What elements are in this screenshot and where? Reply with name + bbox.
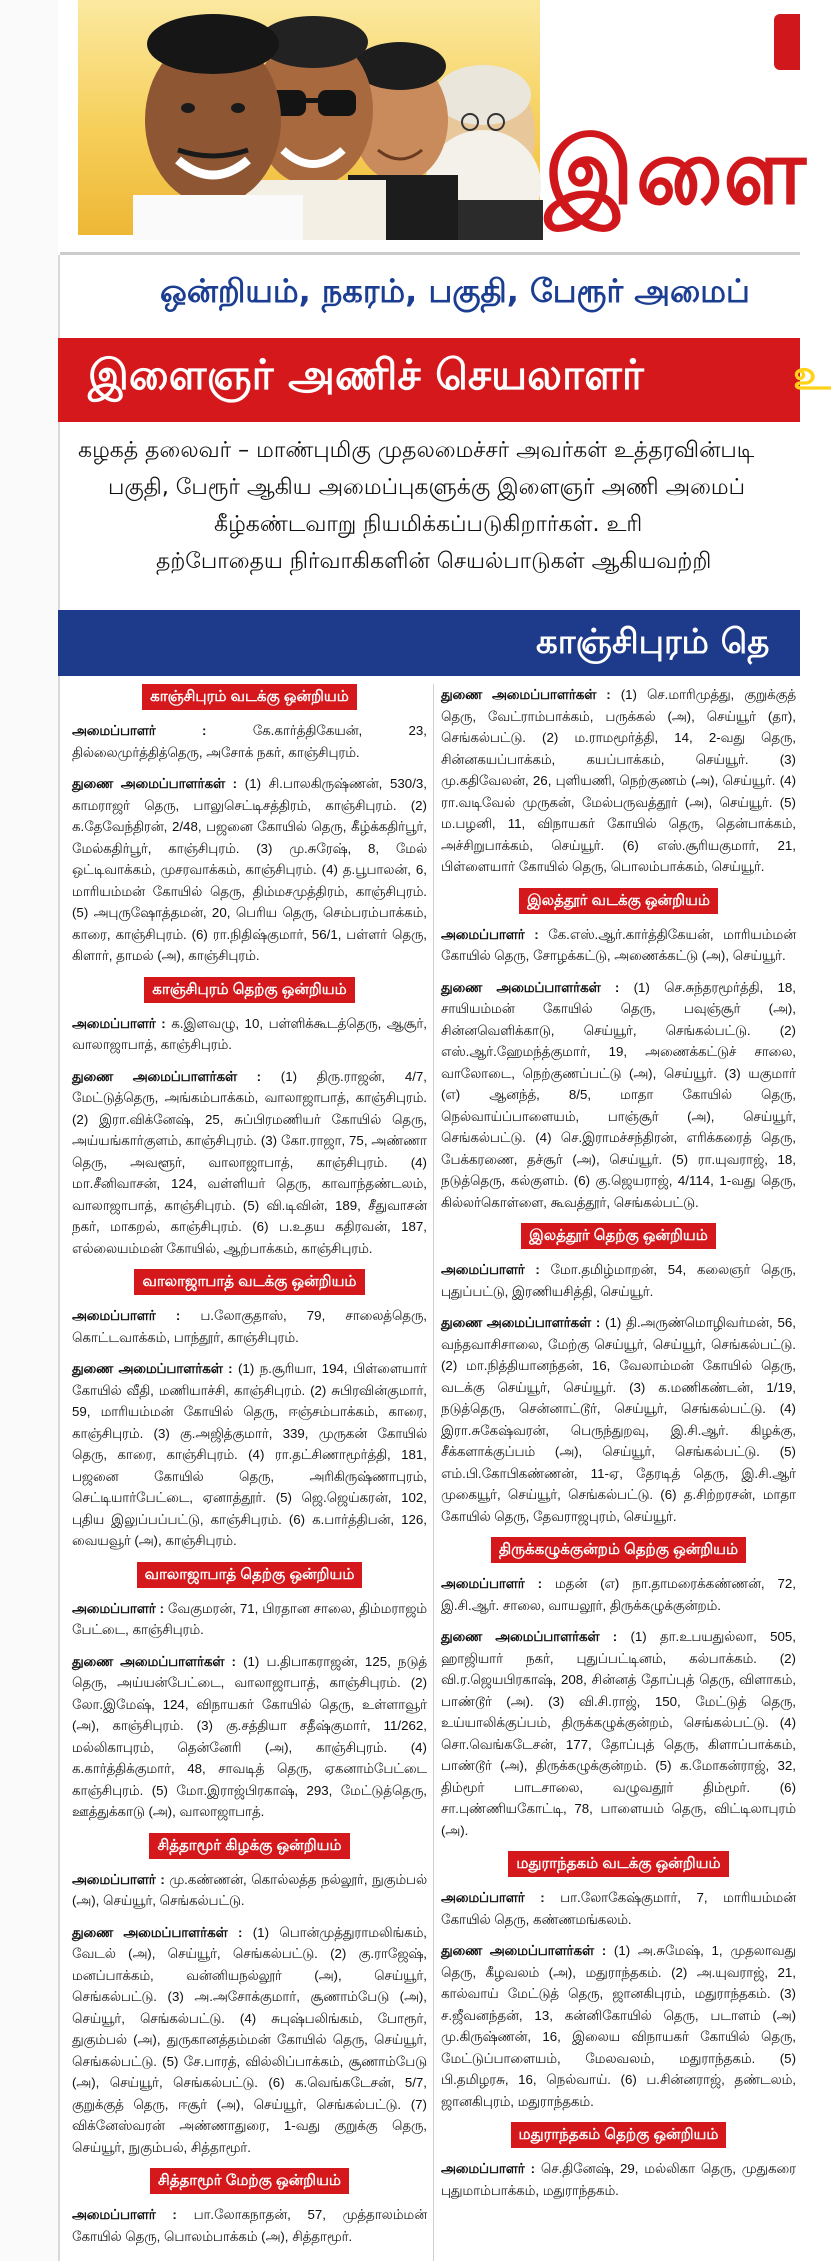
appointee-entry <box>441 1626 796 1841</box>
union-section <box>72 1833 427 2159</box>
district-title: காஞ்சிபுரம் தெ <box>536 622 770 662</box>
union-section <box>441 1851 796 2112</box>
appointee-details: (1) ந.சூரியா, 194, பிள்ளையார் கோயில் வீதி, மணியாச்சி, காஞ்சிபுரம். (2) சுபிரவின்குமார், 59, மாரியம்மன் கோயில் தெரு, ஈஞ்சம்பாக்கம், காரை, காஞ்சிபுரம். (3) கு.அஜித்குமார், 339, முருகன் கோயில் தெரு, காரை, காஞ்சிபுரம். (4) ரா.தட்சிணாமூர்த்தி, 181, பஜனை கோயில் தெரு, அரிகிருஷ்ணாபுரம், செட்டியார்பேட்டை, ஏனாத்தூர். (5) ஜெ.ஜெய்கரன், 102, புதிய இலுப்பப்பட்டு, காஞ்சிபுரம். (6) க.பார்த்திபன், 126, வையவூர் (அ), காஞ்சிபுரம். <box>72 1361 427 1548</box>
appointee-details: (1) ப.திபாகராஜன், 125, நடுத் தெரு, அய்யன்பேட்டை, வாலாஜாபாத், காஞ்சிபுரம். (2) லோ.இமேஷ், 124, விநாயகர் கோயில் தெரு, உள்ளாவூர் (அ), காஞ்சிபுரம். (3) கு.சத்தியா சதீஷ்குமார், 11/262, மல்லிகாபுரம், தென்னேரி (அ), காஞ்சிபுரம். (4) க.கார்த்திக்குமார், 48, சாவடித் தெரு, ஏகனாம்பேட்டை காஞ்சிபுரம். (5) மோ.இராஜ்பிரகாஷ், 293, மேட்டுத்தெரு, ஊத்துக்காடு (அ), வாலாஜாபாத். <box>72 1653 427 1819</box>
role-label: துணை அமைப்பாளர்கள் : <box>72 1924 243 1940</box>
appointee-entry <box>72 1358 427 1552</box>
union-section <box>72 684 427 967</box>
role-label: துணை அமைப்பாளர்கள் : <box>441 1943 607 1958</box>
appointee-details: க.இளவழு, 10, பள்ளிக்கூடத்தெரு, ஆசூர், வாலாஜாபாத், காஞ்சிபுரம். <box>72 1015 427 1052</box>
appointee-entry <box>441 1887 796 1930</box>
union-heading: திருக்கழுக்குன்றம் தெற்கு ஒன்றியம் <box>491 1537 746 1563</box>
appointee-details: (1) தா.உபயதுல்லா, 505, ஹாஜியார் நகர், புதுப்பட்டினம், கல்பாக்கம். (2) வி.ர.ஜெயபிரகாஷ், 208, சின்னத் தோப்புத் தெரு, விளாகம், பாண்டூர் (அ). (3) வி.சி.ராஜ், 150, மேட்டுத் தெரு, உய்யாலிக்குப்பம், திருக்கழுக்குன்றம், செங்கல்பட்டு. (4) சொ.வெங்கடேசன், 177, தோப்புத் தெரு, கிளாப்பாக்கம், பாண்டூர் (அ), திருக்கழுக்குன்றம். (5) க.மோகன்ராஜ், 32, திம்மூர் பாடசாலை, வழுவதூர் திம்மூர். (6) சா.புண்ணியகோட்டி, 78, பாளையம் தெரு, விட்டிலாபுரம் (அ). <box>441 1629 796 1838</box>
banner-text: இளைஞர் அணிச் செயலாளர் <box>88 350 644 399</box>
left-column <box>72 684 427 2257</box>
appointee-entry <box>72 1869 427 1912</box>
appointee-details: கே.எஸ்.ஆர்.கார்த்திகேயன், மாரியம்மன் கோயில் தெரு, சோழக்கட்டு, அணைக்கட்டு (அ), செய்யூர். <box>441 926 796 963</box>
leaders-photo <box>78 0 540 235</box>
appointee-details: ப.லோகுதாஸ், 79, சாலைத்தெரு, கொட்டவாக்கம், பாந்தூர், காஞ்சிபுரம். <box>72 1308 427 1345</box>
union-heading: காஞ்சிபுரம் வடக்கு ஒன்றியம் <box>142 684 357 710</box>
appointee-details: (1) திரு.ராஜன், 4/7, மேட்டுத்தெரு, அங்கம்பாக்கம், வாலாஜாபாத், காஞ்சிபுரம். (2) இரா.விக்னேஷ், 25, சுப்பிரமணியர் கோயில் தெரு, அய்யங்கார்குளம், காஞ்சிபுரம். (3) கோ.ராஜா, 75, அண்ணா தெரு, அவளூர், வாலாஜாபாத், காஞ்சிபுரம். (4) மா.சீனிவாசன், 124, வள்ளியர் தெரு, காவாந்தண்டலம், வாலாஜாபாத், காஞ்சிபுரம். (5) வி.டிவின், 189, சீதுவாசன் நகர், மாகறல், காஞ்சிபுரம். (6) ப.உதய கதிரவன், 187, எல்லையம்மன் கோயில், ஆற்பாக்கம், காஞ்சிபுரம். <box>72 1068 427 1256</box>
appointee-details: கே.கார்த்திகேயன், 23, தில்லைமுர்த்தித்தெரு, அசோக் நகர், காஞ்சிபுரம். <box>72 723 427 760</box>
role-label: துணை அமைப்பாளர்கள் : <box>441 1315 601 1330</box>
role-label: அமைப்பாளர் : <box>441 926 539 942</box>
appointee-details: (1) தி.அருண்மொழிவர்மன், 56, வந்தவாசிசாலை, மேற்கு செய்யூர், செய்யூர், செங்கல்பட்டு. (2) மா.நித்தியானந்தன், 16, வேலாம்மன் கோயில் தெரு, வடக்கு செய்யூர், செய்யூர். (3) க.மணிகண்டன், 1/19, நடுத்தெரு, சென்னாட்டூர், செய்யூர், செங்கல்பட்டு. (4) இரா.சுகேஷ்வரன், பெருந்துறவு, இ.சி.ஆர். கிழக்கு, சீக்களாக்குப்பம் (அ), செய்யூர், செங்கல்பட்டு. (5) எம்.பி.கோபிகண்ணன், 11-ஏ, தேரடித் தெரு, இ.சி.ஆர் முகையூர், செய்யூர், செங்கல்பட்டு. (6) த.சிற்றரசன், மாதா கோயில் தெரு, தேவராஜபுரம், செய்யூர். <box>441 1315 796 1524</box>
role-label: அமைப்பாளர் : <box>72 1308 181 1323</box>
union-heading: சித்தாமூர் கிழக்கு ஒன்றியம் <box>149 1833 349 1859</box>
role-label: துணை அமைப்பாளர்கள் : <box>72 1068 262 1084</box>
role-label: அமைப்பாளர் : <box>72 1600 165 1616</box>
right-column <box>441 684 796 2211</box>
banner-text-highlight: உ <box>793 350 831 399</box>
role-label: துணை அமைப்பாளர்கள் : <box>72 1361 233 1376</box>
union-heading: இலத்தூர் வடக்கு ஒன்றியம் <box>519 888 718 914</box>
appointee-entry <box>441 2158 796 2201</box>
role-label: அமைப்பாளர் : <box>72 1871 165 1887</box>
appointee-entry <box>72 1651 427 1823</box>
role-label: துணை அமைப்பாளர்கள் : <box>441 687 611 702</box>
union-section <box>441 1223 796 1527</box>
role-label: அமைப்பாளர் : <box>441 1576 543 1591</box>
union-heading: இலத்தூர் தெற்கு ஒன்றியம் <box>521 1223 716 1249</box>
appointee-details: (1) பொன்முத்துராமலிங்கம், வேடல் (அ), செய்யூர், செங்கல்பட்டு. (2) கு.ராஜேஷ், மனப்பாக்கம், வன்னியநல்லூர் (அ), செய்யூர், செங்கல்பட்டு. (3) அ.அசோக்குமார், சூணாம்பேடு (அ), செய்யூர், செங்கல்பட்டு. (4) சுபுஷ்பலிங்கம், போரூர், துகும்பல் (அ), துருகானத்தம்மன் கோயில் தெரு, செய்யூர், செங்கல்பட்டு. (5) சே.பாரத், வில்லிப்பாக்கம், சூணாம்பேடு (அ), செய்யூர், செங்கல்பட்டு. (6) க.வெங்கடேசன், 5/7, குறுக்குத் தெரு, ஈசூர் (அ), செய்யூர், செங்கல்பட்டு. (7) விக்னேஸ்வரன் அண்ணாதுரை, 1-வது குறுக்கு தெரு, செய்யூர், நுகும்பல், சித்தாமூர். <box>72 1924 427 2155</box>
headline-title: இளை <box>544 118 808 225</box>
appointee-entry <box>441 977 796 1214</box>
union-section <box>441 888 796 1214</box>
union-heading: வாலாஜாபாத் தெற்கு ஒன்றியம் <box>137 1562 363 1588</box>
headline-subtitle: ஒன்றியம், நகரம், பகுதி, பேரூர் அமைப் <box>160 272 750 310</box>
appointee-details: மு.கண்ணன், கொல்லத்த நல்லூர், நுகும்பல் (அ), செய்யூர், செங்கல்பட்டு. <box>72 1871 427 1908</box>
role-label: துணை அமைப்பாளர்கள் : <box>72 1653 236 1669</box>
role-label: துணை அமைப்பாளர்கள் : <box>441 1629 618 1644</box>
intro-line: தற்போதைய நிர்வாகிகளின் செயல்பாடுகள் ஆகியவற்றி <box>156 549 712 574</box>
headline-fragment-top <box>774 14 800 70</box>
appointee-entry <box>441 1259 796 1302</box>
intro-line: கழகத் தலைவர் – மாண்புமிகு முதலமைச்சர் அவர்கள் உத்தரவின்படி <box>78 438 755 463</box>
appointee-details: பா.லோகநாதன், 57, முத்தாலம்மன் கோயில் தெரு, பொலம்பாக்கம் (அ), சித்தாமூர். <box>72 2207 427 2244</box>
appointee-details: பா.லோகேஷ்குமார், 7, மாரியம்மன் கோயில் தெரு, கண்ணமங்கலம். <box>441 1890 796 1927</box>
union-heading: சித்தாமூர் மேற்கு ஒன்றியம் <box>150 2168 349 2194</box>
appointee-entry <box>441 1312 796 1527</box>
appointee-entry <box>441 924 796 967</box>
union-heading: மதுராந்தகம் வடக்கு ஒன்றியம் <box>508 1851 728 1877</box>
left-rule <box>58 255 60 2261</box>
union-heading: காஞ்சிபுரம் தெற்கு ஒன்றியம் <box>144 977 354 1003</box>
appointee-entry <box>72 1066 427 1260</box>
role-label: அமைப்பாளர் : <box>72 1015 166 1031</box>
district-banner <box>58 610 800 676</box>
appointee-entry <box>441 684 796 878</box>
youth-wing-banner <box>58 338 831 422</box>
appointee-details: (1) அ.சுமேஷ், 1, முதலாவது தெரு, கீழவலம் (அ), மதுராந்தகம். (2) அ.யுவராஜ், 21, கால்வாய் மேட்டுத் தெரு, ஜானகிபுரம், மதுராந்தகம். (3) ச.ஜீவனந்தன், 13, கன்னிகோயில் தெரு, படாளம் (அ) மு.கிருஷ்ணன், 16, இலைய விநாயகர் கோயில் தெரு, மேட்டுப்பாளையம், மேலவலம், மதுராந்தகம். (5) பி.தமிழரசு, 16, நெல்வாய். (6) ப.சின்னராஜ், தண்டலம், ஜானகிபுரம், மதுராந்தகம். <box>441 1943 796 2109</box>
intro-line: கீழ்கண்டவாறு நியமிக்கப்படுகிறார்கள். உரி <box>214 512 643 537</box>
appointee-entry <box>72 1598 427 1641</box>
appointee-details: (1) செ.சுந்தரமூர்த்தி, 18, சாயியம்மன் கோயில் தெரு, பவுஞ்சூர் (அ), சின்னவெளிக்காடு, செய்யூர், செங்கல்பட்டு. (2) எஸ்.ஆர்.ஹேமந்த்குமார், 19, அணைக்கட்டுச் சாலை, வாலோடை, நெற்குணப்பட்டு (அ), செய்யூர். (3) யகுமார் (எ) ஆனந்த், 8/5, மாதா கோயில் தெரு, நெல்வாய்ப்பாளையம், பாஞ்சூர் (அ), செய்யூர், செங்கல்பட்டு. (4) செ.இராமச்சந்திரன், எரிக்கரைத் தெரு, பேக்கரணை, தச்சூர் (அ), செய்யூர். (5) ரா.யுவராஜ், 18, நடுத்தெரு, கல்குளம். (6) கு.ஜெயராஜ், 4/114, 1-வது தெரு, கில்லர்கொள்ளை, கூவத்தூர், செங்கல்பட்டு. <box>441 979 796 1210</box>
appointee-entry <box>72 720 427 763</box>
union-section <box>72 977 427 1260</box>
union-section <box>441 684 796 878</box>
appointee-entry <box>72 1013 427 1056</box>
appointee-entry <box>441 1573 796 1616</box>
union-section <box>72 2168 427 2247</box>
appointee-details: வேகுமரன், 71, பிரதான சாலை, திம்மராஜம் பேட்டை, காஞ்சிபுரம். <box>72 1600 427 1637</box>
header-divider <box>60 252 800 255</box>
role-label: துணை அமைப்பாளர்கள் : <box>441 979 620 995</box>
leaders-illustration <box>78 0 540 235</box>
appointee-entry <box>72 2204 427 2247</box>
role-label: அமைப்பாளர் : <box>72 723 207 738</box>
intro-line: பகுதி, பேரூர் ஆகிய அமைப்புகளுக்கு இளைஞர் அணி அமைப் <box>108 475 745 500</box>
role-label: அமைப்பாளர் : <box>72 2207 177 2222</box>
role-label: அமைப்பாளர் : <box>441 2161 536 2176</box>
union-section <box>72 1562 427 1823</box>
appointee-details: (1) சி.பாலகிருஷ்ணன், 530/3, காமராஜர் தெரு, பாலுசெட்டிசத்திரம், காஞ்சிபுரம். (2) க.தேவேந்திரன், 2/48, பஜனை கோயில் தெரு, கீழ்க்கதிர்பூர், மேல்கதிர்பூர், காஞ்சிபுரம். (3) மு.சுரேஷ், 8, மேல் ஒட்டிவாக்கம், முசரவாக்கம், காஞ்சிபுரம். (4) த.பூபாலன், 6, மாரியம்மன் கோயில் தெரு, திம்மசமுத்திரம், காஞ்சிபுரம். (5) அபுருஷோத்தமன், 20, பெரிய தெரு, செம்பரம்பாக்கம், காரை, காஞ்சிபுரம். (6) ரா.நிதிஷ்குமார், 56/1, பள்ளர் தெரு, கிளார், தாமல் (அ), காஞ்சிபுரம். <box>72 776 427 963</box>
union-section <box>441 1537 796 1841</box>
union-section <box>441 2122 796 2201</box>
left-margin <box>0 0 58 2261</box>
appointee-details: செ.தினேஷ், 29, மல்லிகா தெரு, முதுகரை புதுமாம்பாக்கம், மதுராந்தகம். <box>441 2161 796 2198</box>
appointee-details: (1) செ.மாரிமுத்து, குறுக்குத் தெரு, வேட்ராம்பாக்கம், பருக்கல் (அ), செய்யூர் (தா), செங்கல்பட்டு. (2) ம.ராமமூர்த்தி, 14, 2-வது தெரு, சின்னகயப்பாக்கம், கயப்பாக்கம், செய்யூர். (3) மு.கதிவேலன், 26, புளியணி, நெற்குணம் (அ), செய்யூர். (4) ரா.வடிவேல் முருகன், மேல்பருவத்தூர் (அ), செய்யூர். (5) ம.பழனி, 11, விநாயகர் கோயில் தெரு, தென்பாக்கம், அச்சிறுபாக்கம், செய்யூர். (6) எஸ்.சூரியகுமார், 21, பிள்ளையார் கோயில் தெரு, பொலம்பாக்கம், செய்யூர். <box>441 687 796 874</box>
appointee-details: மதன் (எ) நா.தாமரைக்கண்ணன், 72, இ.சி.ஆர். சாலை, வாயலூர், திருக்கழுக்குன்றம். <box>441 1576 796 1613</box>
appointee-entry <box>72 1922 427 2159</box>
appointee-entry <box>441 1940 796 2112</box>
role-label: அமைப்பாளர் : <box>441 1262 540 1277</box>
union-heading: வாலாஜாபாத் வடக்கு ஒன்றியம் <box>134 1269 364 1295</box>
appointee-details: மோ.தமிழ்மாறன், 54, கலைஞர் தெரு, புதுப்பட்டு, இரணியசித்தி, செய்யூர். <box>441 1262 796 1299</box>
union-heading: மதுராந்தகம் தெற்கு ஒன்றியம் <box>511 2122 727 2148</box>
appointee-entry <box>72 1305 427 1348</box>
role-label: துணை அமைப்பாளர்கள் : <box>72 776 238 791</box>
role-label: அமைப்பாளர் : <box>441 1890 545 1905</box>
appointee-entry <box>72 773 427 967</box>
column-divider <box>433 684 434 2261</box>
union-section <box>72 1269 427 1552</box>
